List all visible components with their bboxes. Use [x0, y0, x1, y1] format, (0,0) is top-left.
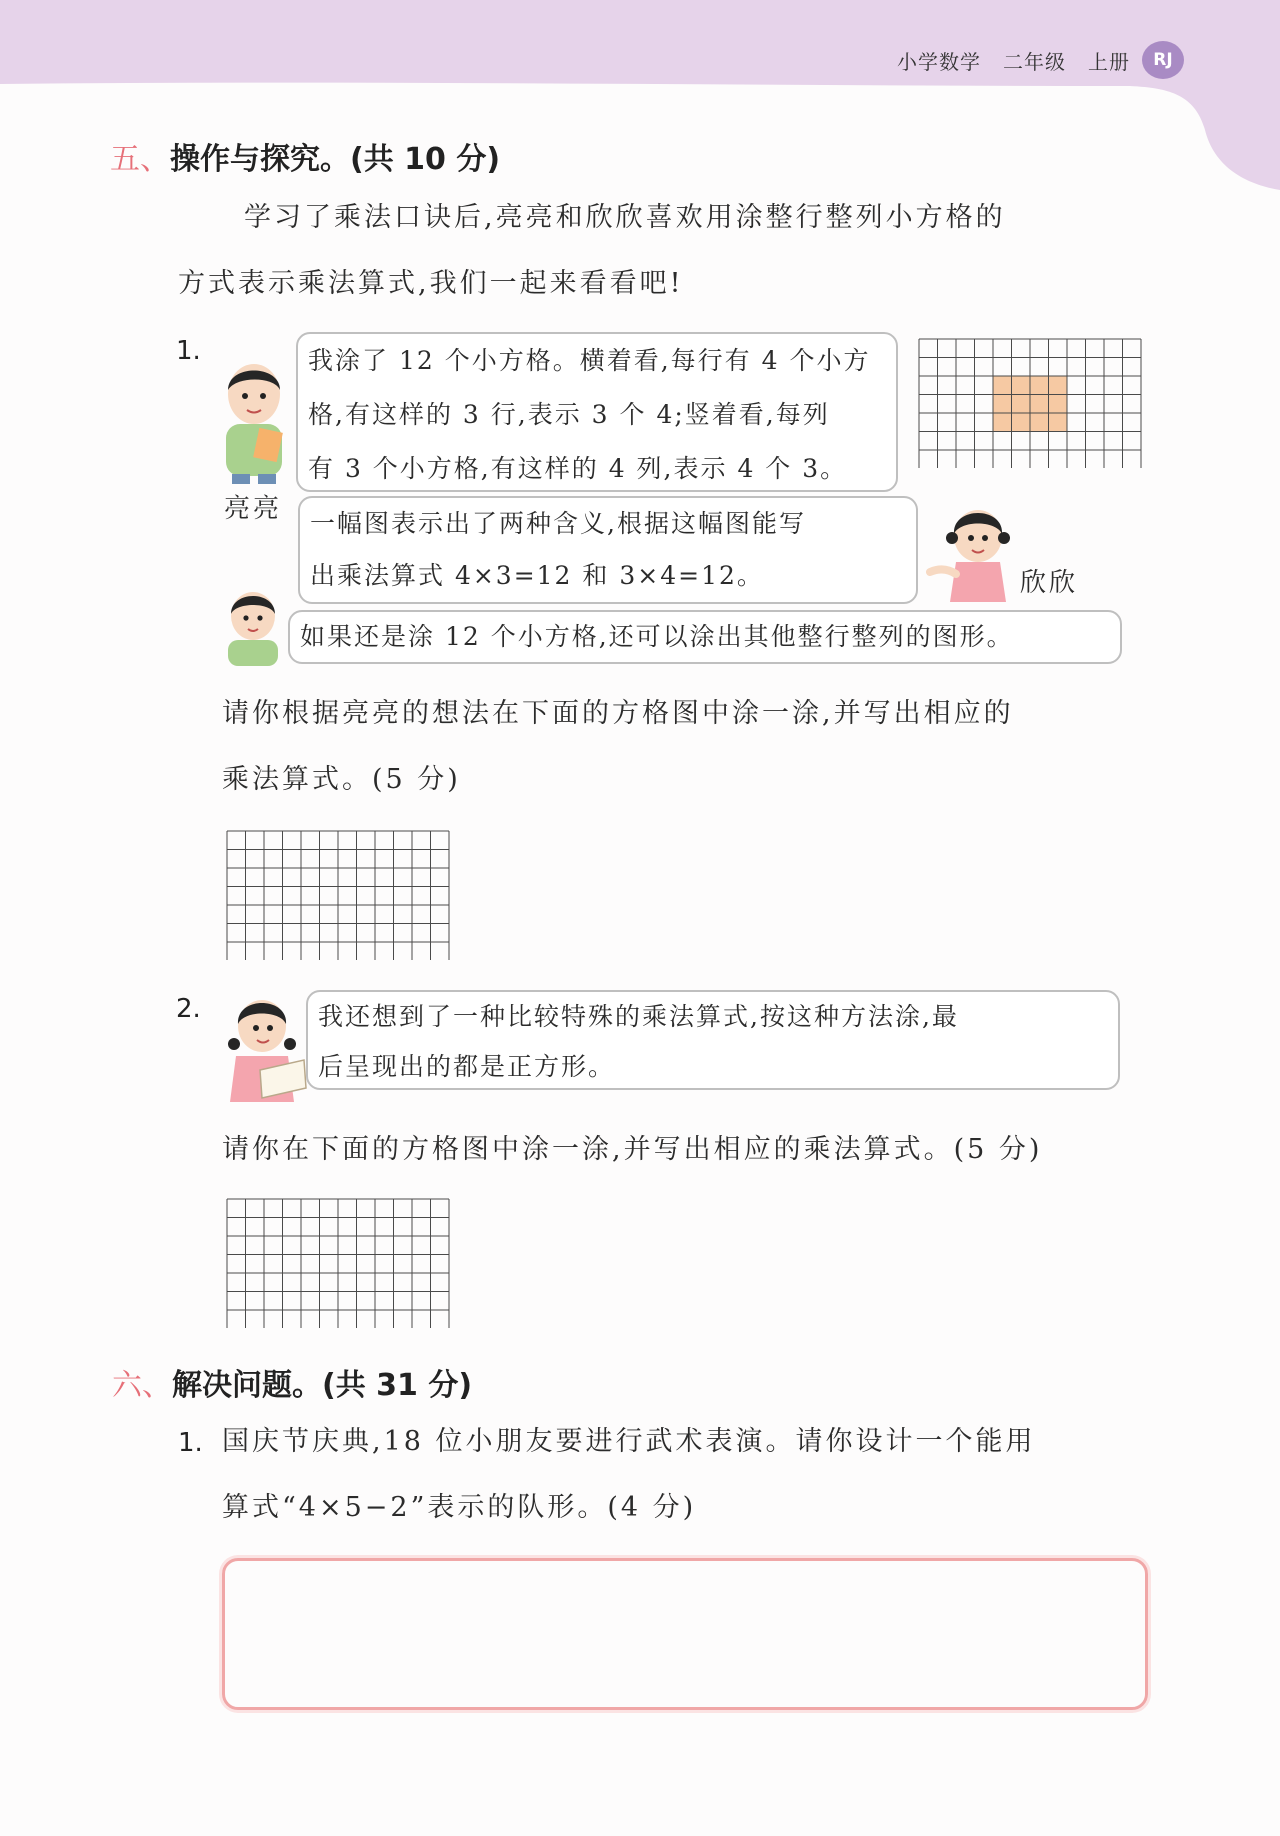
q2-bubble-line2: 后呈现出的都是正方形。 — [318, 1052, 616, 1081]
speech-bubble-xinxin — [298, 496, 918, 604]
section5-heading — [110, 134, 500, 178]
q1-instruction-line2: 乘法算式。(5 分) — [222, 764, 461, 795]
s6-q1-line2: 算式“4×5−2”表示的队形。(4 分) — [222, 1492, 697, 1523]
speech-bubble-liangliang-2: 如果还是涂 12 个小方格,还可以涂出其他整行整列的图形。 — [288, 610, 1122, 664]
section5-intro-line2: 方式表示乘法算式,我们一起来看看吧! — [178, 268, 684, 299]
boy-liangliang-illustration — [212, 356, 296, 486]
shaded-cell — [1049, 395, 1068, 414]
q1-instruction-line1: 请你根据亮亮的想法在下面的方格图中涂一涂,并写出相应的 — [222, 698, 1014, 729]
header-subject-line — [875, 46, 1130, 75]
boy-liangliang-small-illustration — [220, 588, 286, 666]
shaded-cell — [1012, 376, 1031, 395]
edition-badge: RJ — [1142, 41, 1184, 79]
q2-answer-grid[interactable] — [226, 1198, 450, 1328]
speaker-liangliang: 亮亮 — [224, 494, 283, 524]
q1-number: 1. — [176, 336, 201, 366]
section6-title: 解决问题。(共 31 分) — [172, 1368, 473, 1403]
shaded-cell — [1030, 413, 1049, 432]
header-subject: 小学数学 — [897, 50, 981, 74]
speech-bubble-liangliang-1 — [296, 332, 898, 492]
shaded-cell — [1030, 395, 1049, 414]
speaker-xinxin: 欣欣 — [1020, 568, 1079, 598]
girl-xinxin-illustration — [926, 502, 1022, 602]
shaded-cell — [1049, 376, 1068, 395]
section5-number: 五、 — [110, 142, 170, 177]
header-grade: 二年级 — [1003, 50, 1066, 74]
q2-number: 2. — [176, 994, 201, 1024]
shaded-cell — [1012, 413, 1031, 432]
section6-heading — [112, 1360, 472, 1404]
header-volume: 上册 — [1088, 50, 1130, 74]
section6-number: 六、 — [112, 1368, 172, 1403]
shaded-cell — [1049, 413, 1068, 432]
q1-answer-grid[interactable] — [226, 830, 450, 960]
shaded-cell — [993, 395, 1012, 414]
shaded-cell — [1012, 395, 1031, 414]
s6-q1-answer-box[interactable] — [222, 1558, 1148, 1710]
example-grid — [918, 338, 1142, 468]
section5-title: 操作与探究。(共 10 分) — [170, 142, 501, 177]
girl-reading-illustration — [218, 990, 310, 1102]
bubble1-line1: 我涂了 12 个小方格。横着看,每行有 4 个小方 — [308, 346, 871, 375]
q2-bubble-line1: 我还想到了一种比较特殊的乘法算式,按这种方法涂,最 — [318, 1002, 959, 1031]
bubble2-line2: 出乘法算式 4×3=12 和 3×4=12。 — [310, 561, 764, 590]
shaded-cell — [993, 376, 1012, 395]
s6-q1-line1: 国庆节庆典,18 位小朋友要进行武术表演。请你设计一个能用 — [222, 1426, 1036, 1457]
q2-instruction: 请你在下面的方格图中涂一涂,并写出相应的乘法算式。(5 分) — [222, 1134, 1043, 1165]
bubble1-line3: 有 3 个小方格,有这样的 4 列,表示 4 个 3。 — [308, 454, 848, 483]
speech-bubble-girl-q2 — [306, 990, 1120, 1090]
bubble1-line2: 格,有这样的 3 行,表示 3 个 4;竖着看,每列 — [308, 400, 830, 429]
s6-q1-number: 1. — [178, 1428, 203, 1458]
shaded-cell — [993, 413, 1012, 432]
section5-intro-line1: 学习了乘法口诀后,亮亮和欣欣喜欢用涂整行整列小方格的 — [244, 202, 1006, 233]
shaded-cell — [1030, 376, 1049, 395]
bubble2-line1: 一幅图表示出了两种含义,根据这幅图能写 — [310, 509, 806, 538]
